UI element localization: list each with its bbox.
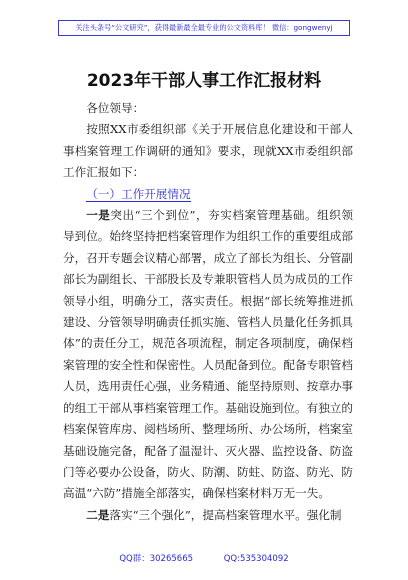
intro-paragraph: 按照XX市委组织部《关于开展信息化建设和干部人事档案管理工作调研的通知》要求，现就XX市委组织部工作汇报如下： (63, 122, 353, 180)
paragraph-2-text: 落实“三个强化”，提高档案管理水平。强化制 (109, 507, 342, 522)
header-banner (58, 20, 350, 36)
paragraph-1-text: 突出“三个到位”，夯实档案管理基础。组织领导到位。始终坚持把档案管理作为组织工作的重要组成部分，召开专题会议精心部署，成立了部长为组长、分管副部长为副组长、干部股长及专兼职管档人员为成员的工作领导小组，明确分工，落实责任。根据“部长统筹推进抓建设、分管领导明确责任抓实施、管档人员量化任务抓具体”的责任分工，规范各项流程，制定各项制度，确保档案管理的安全性和保密性。人员配备到位。配备专职管档人员，选用责任心强，业务精通、能坚持原则、按章办事的组工干部从事档案管理工作。基础设施到位。有独立的档案保管库房、阅档场所、整理场所、办公场所，档案室基础设施完备，配备了温湿计、灭火器、监控设备、防盗门等必要办公设备，防火、防潮、防蛀、防盗、防光、防高温“六防”措施全部落实，确保档案材料万无一失。 (63, 208, 353, 501)
section-heading (63, 184, 353, 205)
footer (0, 552, 408, 564)
salutation: 各位领导： (86, 101, 145, 115)
paragraph-2 (63, 505, 353, 526)
footer-qq: QQ:535304092 (223, 554, 289, 564)
paragraph-1 (63, 205, 353, 505)
paragraph-2-lead: 二是 (86, 507, 110, 522)
banner-text: 关注头条号“公文研究”，获得最新最全最专业的公文资料库！ 微信：gongwenyj (75, 23, 333, 32)
document-body (63, 98, 353, 526)
section-heading-text: （一）工作开展情况 (86, 186, 191, 201)
paragraph-1-lead: 一是 (86, 208, 111, 223)
footer-qq-group: QQ群：30265665 (119, 554, 194, 564)
document-title: 2023年干部人事工作汇报材料 (86, 71, 322, 91)
